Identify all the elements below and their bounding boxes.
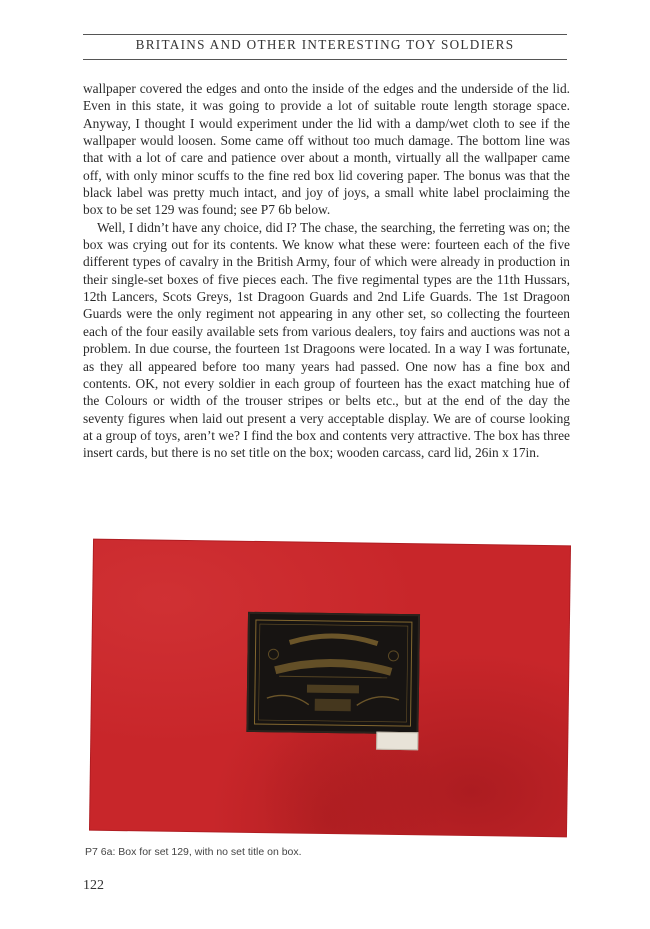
header-rule-bottom: [83, 59, 567, 60]
box-lid-photo: [90, 540, 570, 837]
running-head: BRITAINS AND OTHER INTERESTING TOY SOLDIERS: [135, 37, 515, 52]
paragraph-1: wallpaper covered the edges and onto the inside of the edges and the underside of the lid. Even in this state, it was going to provide a lot of suitable route length storage space. Anyway, I thought I would experiment under the lid with a damp/wet cloth to see if the wallpaper would loosen. Some came off without too much damage. The bottom line was that with a lot of care and patience over about a month, virtually all the wallpaper came off, with only minor scuffs to the fine red box lid covering paper. The bonus was that the black label was pretty much intact, and joy of joys, a small white label proclaiming the box to be set 129 was found; see P7 6b below.: [83, 81, 570, 218]
header-rule-top: [83, 34, 567, 35]
set-number-label: [376, 732, 418, 751]
body-text: [83, 80, 570, 462]
label-ornament: [248, 614, 418, 732]
page-number: 122: [83, 878, 104, 893]
figure-caption: P7 6a: Box for set 129, with no set title on box.: [85, 846, 302, 858]
black-label: [246, 612, 420, 734]
paragraph-2: Well, I didn’t have any choice, did I? The chase, the searching, the ferreting was on; the box was crying out for its contents. We know what these were: fourteen each of the five different types of cavalry in the British Army, four of which were already in production in their single-set boxes of five pieces each. The five regimental types are the 11th Hussars, 12th Lancers, Scots Greys, 1st Dragoon Guards and 2nd Life Guards. The 1st Dragoon Guards were the only regiment not appearing in any other set, so collecting the fourteen each of the four easily available sets from various dealers, toy fairs and auctions was not a problem. In due course, the fourteen 1st Dragoons were located. In a way I was fortunate, as they all appeared before too many years had passed. One now has a fine box and contents. OK, not every soldier in each group of fourteen has the exact matching hue of the Colours or width of the trouser stripes or belts etc., but at the end of the day the seventy figures when laid out present a very acceptable display. We are of course looking at a group of toys, aren’t we? I find the box and contents very attractive. The box has three insert cards, but there is no set title on the box; wooden carcass, card lid, 26in x 17in.: [83, 219, 570, 461]
